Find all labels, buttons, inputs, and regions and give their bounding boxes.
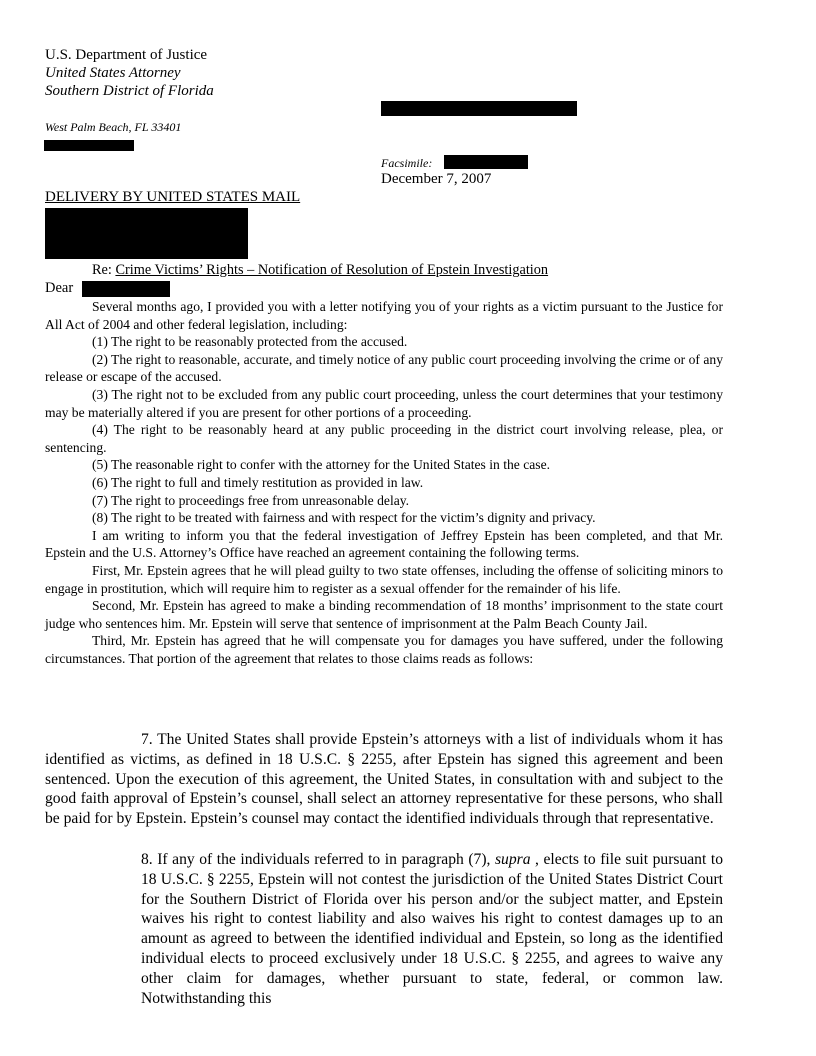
quote-8-lead: 8. If any of the individuals referred to in paragraph (7), xyxy=(141,851,491,868)
quote-8-supra: supra xyxy=(494,851,531,868)
re-prefix: Re: xyxy=(92,262,112,278)
re-line xyxy=(92,262,548,279)
letter-body xyxy=(45,298,723,667)
right-5: (5) The reasonable right to confer with the attorney for the United States in the case. xyxy=(92,457,551,473)
district-name: Southern District of Florida xyxy=(45,83,214,99)
redaction-recipient-name xyxy=(82,281,170,297)
quote-paragraph-7 xyxy=(45,730,723,829)
right-2: (2) The right to reasonable, accurate, and timely notice of any public court proceeding involving the crime or of any release or escape of the accused. xyxy=(45,351,723,385)
quote-8-rest: , elects to file suit pursuant to 18 U.S.C. § 2255, Epstein will not contest the jurisdiction of the United States District Court for the Southern District of Florida over his person and/or the subject matter, and Epstein waives his right to contest liability and also waives his right to contest damages up to an amount as agreed to between the identified individual and Epstein, so long as the identified individual elects to proceed exclusively under 18 U.S.C. § 2255, and agrees to waive any other claim for damages, whether pursuant to state, federal, or common law. Notwithstanding this xyxy=(141,851,723,1007)
body-paragraph-first: First, Mr. Epstein agrees that he will plead guilty to two state offenses, including the offense of soliciting minors to engage in prostitution, which will require him to register as a sexual offender for the remainder of his life. xyxy=(45,562,723,596)
re-subject: Crime Victims’ Rights – Notification of Resolution of Epstein Investigation xyxy=(115,262,549,278)
quote-7-text: 7. The United States shall provide Epstein’s attorneys with a list of individuals whom it has identified as victims, as defined in 18 U.S.C. § 2255, after Epstein has signed this agreement and been sentenced. Upon the execution of this agreement, the United States, in consultation with and subject to the good faith approval of Epstein’s counsel, shall select an attorney representative for these persons, who shall be paid for by Epstein. Epstein’s counsel may contact the identified individuals through that representative. xyxy=(45,731,723,828)
letter-date: December 7, 2007 xyxy=(381,171,492,187)
fax-label: Facsimile: xyxy=(381,156,433,170)
delivery-method: DELIVERY BY UNITED STATES MAIL xyxy=(45,189,301,205)
right-4: (4) The right to be reasonably heard at any public proceeding in the district court involving release, plea, or sentencing. xyxy=(45,422,723,455)
department-name: U.S. Department of Justice xyxy=(45,47,208,63)
intro-paragraph: Several months ago, I provided you with a letter notifying you of your rights as a victim pursuant to the Justice for All Act of 2004 and other federal legislation, including: xyxy=(45,299,723,332)
quote-paragraph-8 xyxy=(141,850,723,1008)
redaction-phone xyxy=(44,140,134,151)
right-7: (7) The right to proceedings free from unreasonable delay. xyxy=(92,492,410,508)
right-8: (8) The right to be treated with fairness and with respect for the victim’s dignity and privacy. xyxy=(92,510,596,526)
right-3: (3) The right not to be excluded from any public court proceeding, unless the court determines that your testimony may be materially altered if you are present for other portions of a proceeding. xyxy=(45,386,723,420)
salutation: Dear xyxy=(45,280,74,296)
redaction-fax xyxy=(444,155,528,169)
office-address: West Palm Beach, FL 33401 xyxy=(45,120,182,134)
right-6: (6) The right to full and timely restitution as provided in law. xyxy=(92,474,424,490)
body-paragraph-third: Third, Mr. Epstein has agreed that he will compensate you for damages you have suffered, under the following circumstances. That portion of the agreement that relates to those claims reads as follows: xyxy=(45,633,723,666)
redaction-header xyxy=(381,101,577,116)
right-1: (1) The right to be reasonably protected from the accused. xyxy=(92,334,408,350)
office-name: United States Attorney xyxy=(45,65,181,81)
body-paragraph-completed: I am writing to inform you that the federal investigation of Jeffrey Epstein has been completed, and that Mr. Epstein and the U.S. Attorney’s Office have reached an agreement containing the following terms. xyxy=(45,527,723,561)
letterhead xyxy=(45,46,214,100)
redaction-recipient-address xyxy=(45,208,248,259)
body-paragraph-second: Second, Mr. Epstein has agreed to make a binding recommendation of 18 months’ imprisonment to the state court judge who sentences him. Mr. Epstein will serve that sentence of imprisonment at the Palm Beach County Jail. xyxy=(45,598,723,631)
quote-8-text xyxy=(141,850,723,1008)
